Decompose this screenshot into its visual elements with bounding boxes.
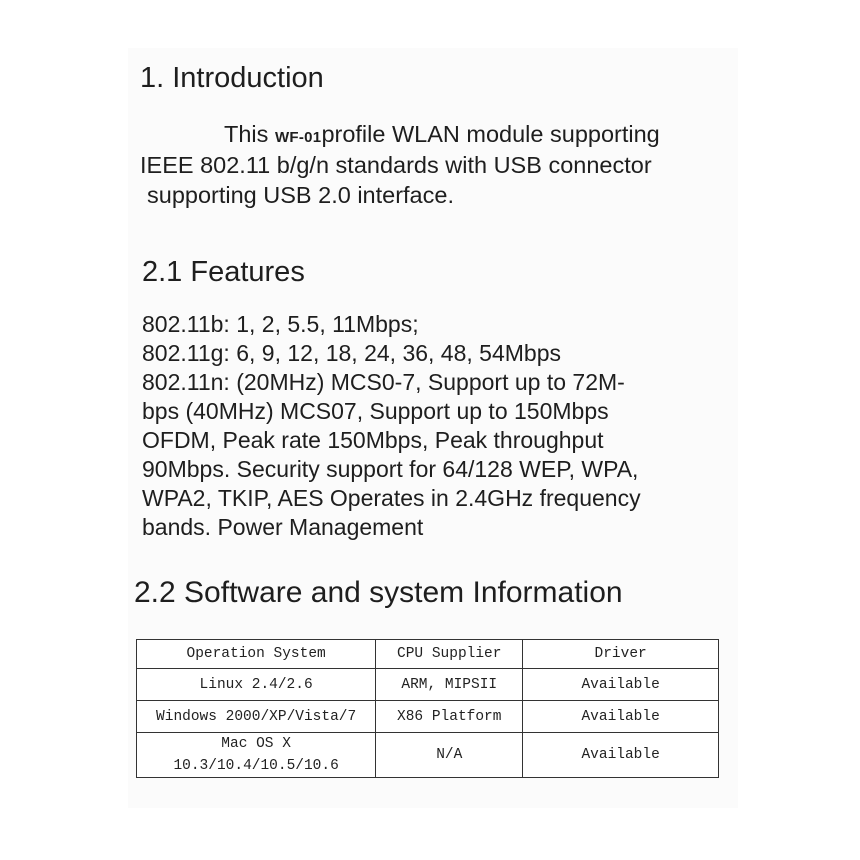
cell-driver: Available (523, 669, 719, 701)
cell-os-line-1: Mac OS X (221, 736, 291, 752)
feature-line: 802.11n: (20MHz) MCS0-7, Support up to 72M- (142, 369, 625, 395)
feature-line: 90Mbps. Security support for 64/128 WEP, WPA, (142, 456, 639, 482)
cell-cpu: N/A (376, 733, 523, 778)
table-row (137, 733, 719, 778)
cell-cpu: ARM, MIPSII (376, 669, 523, 701)
feature-line: 802.11b: 1, 2, 5.5, 11Mbps; (142, 311, 419, 337)
table-row (137, 669, 719, 701)
cell-cpu: X86 Platform (376, 701, 523, 733)
cell-os: Linux 2.4/2.6 (137, 669, 376, 701)
features-heading: 2.1 Features (142, 256, 305, 288)
intro-line-3: supporting USB 2.0 interface. (147, 182, 454, 208)
column-header-driver: Driver (523, 640, 719, 669)
feature-line: OFDM, Peak rate 150Mbps, Peak throughput (142, 427, 604, 453)
cell-os: Windows 2000/XP/Vista/7 (137, 701, 376, 733)
table-row (137, 701, 719, 733)
feature-line: 802.11g: 6, 9, 12, 18, 24, 36, 48, 54Mbps (142, 340, 561, 366)
module-model-name: WF-01 (274, 129, 322, 146)
feature-line: WPA2, TKIP, AES Operates in 2.4GHz frequency (142, 485, 641, 511)
cell-driver: Available (523, 733, 719, 778)
cell-os-line-2: 10.3/10.4/10.5/10.6 (173, 758, 339, 774)
intro-line-1-start: This (224, 121, 275, 147)
column-header-os: Operation System (137, 640, 376, 669)
intro-line-1 (224, 120, 660, 152)
software-heading: 2.2 Software and system Information (134, 576, 623, 609)
software-info-table (136, 639, 719, 778)
intro-heading: 1. Introduction (140, 62, 324, 94)
column-header-cpu: CPU Supplier (376, 640, 523, 669)
feature-line: bps (40MHz) MCS07, Support up to 150Mbps (142, 398, 609, 424)
cell-os (137, 733, 376, 778)
table-header-row (137, 640, 719, 669)
intro-line-1-end: profile WLAN module supporting (321, 121, 660, 147)
feature-line: bands. Power Management (142, 514, 424, 540)
cell-driver: Available (523, 701, 719, 733)
intro-line-2: IEEE 802.11 b/g/n standards with USB connector (140, 152, 652, 178)
